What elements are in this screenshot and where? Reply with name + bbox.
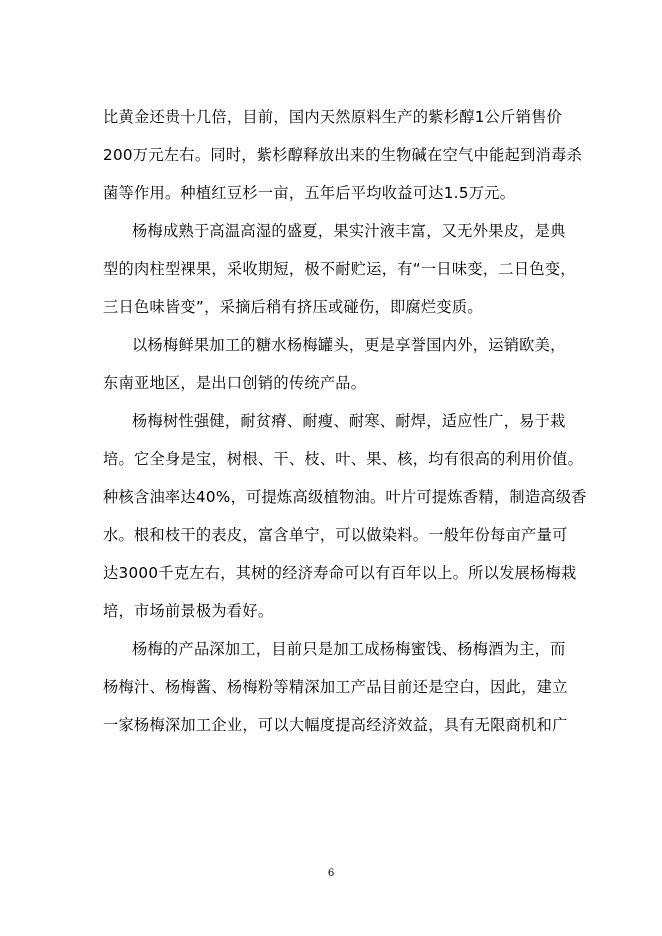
text-line: 培。它全身是宝，树根、干、枝、叶、果、核，均有很高的利用价值。	[103, 450, 584, 468]
paragraph-first-line: 杨梅树性强健，耐贫瘠、耐瘦、耐寒、耐焊，适应性广，易于栽	[132, 412, 566, 430]
paragraph-first-line: 杨梅成熟于高温高湿的盛夏，果实汁液丰富，又无外果皮，是典	[132, 222, 566, 240]
text-line: 东南亚地区，是出口创销的传统产品。	[103, 374, 367, 392]
text-line: 杨梅汁、杨梅酱、杨梅粉等精深加工产品目前还是空白，因此，建立	[103, 678, 568, 696]
paragraph-first-line: 杨梅的产品深加工，目前只是加工成杨梅蜜饯、杨梅酒为主，而	[132, 640, 566, 658]
text-line: 200万元左右。同时，紫杉醇释放出来的生物碱在空气中能起到消毒杀	[103, 146, 583, 164]
text-line: 比黄金还贵十几倍，目前，国内天然原料生产的紫杉醇1公斤销售价	[103, 108, 563, 126]
paragraph-first-line: 以杨梅鲜果加工的糖水杨梅罐头，更是享誉国内外，运销欧美，	[132, 336, 566, 354]
text-line: 培，市场前景极为看好。	[103, 602, 274, 620]
text-line: 型的肉柱型裸果，采收期短，极不耐贮运，有“一日味变，二日色变，	[103, 260, 576, 278]
text-line: 达3000千克左右，其树的经济寿命可以有百年以上。所以发展杨梅栽	[103, 564, 577, 582]
text-line: 菌等作用。种植红豆杉一亩，五年后平均收益可达1.5万元。	[103, 184, 516, 202]
text-line: 种核含油率达40%，可提炼高级植物油。叶片可提炼香精，制造高级香	[103, 488, 587, 506]
body-text	[103, 98, 587, 744]
page-number: 6	[327, 868, 335, 879]
text-line: 水。根和枝干的表皮，富含单宁，可以做染料。一般年份每亩产量可	[103, 526, 568, 544]
text-line: 三日色味皆变”，采摘后稍有挤压或碰伤，即腐烂变质。	[103, 298, 483, 316]
text-line: 一家杨梅深加工企业，可以大幅度提高经济效益，具有无限商机和广	[103, 716, 568, 734]
